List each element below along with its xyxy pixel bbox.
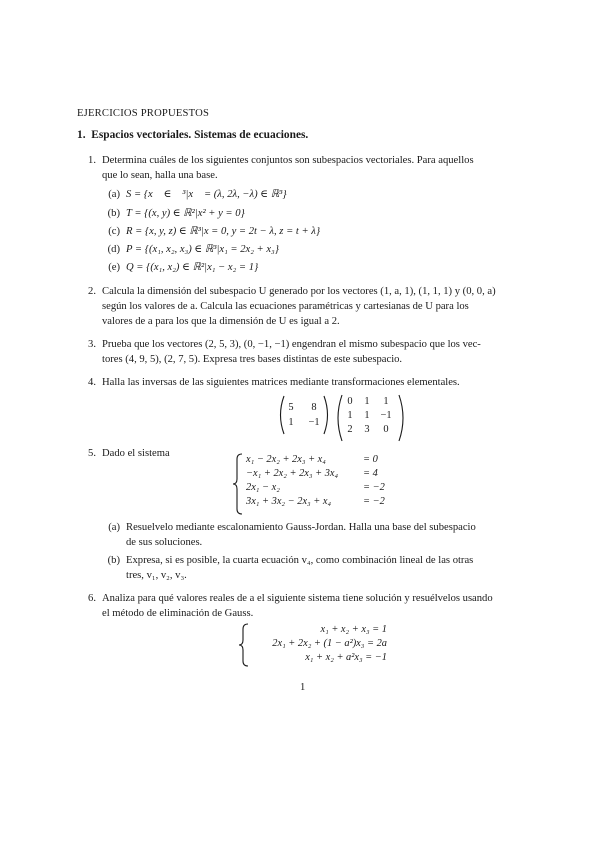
exercise-5-intro: Dado el sistema — [102, 448, 170, 459]
matrix-b-cell: 3 — [364, 424, 370, 435]
exercise-1-item-b: T = {(x, y) ∈ ℝ²|x² + y = 0} — [126, 208, 245, 219]
system-6-eq-2: 2x₁ + 2x₂ + (1 − a²)x₃ = 2a — [272, 638, 387, 649]
exercise-1-item-d: P = {(x₁, x₂, x₃) ∈ ℝ³|x₁ = 2x₂ + x₃} — [126, 244, 279, 255]
section-title — [77, 129, 308, 141]
exercise-6-line-2: el método de eliminación de Gauss. — [102, 608, 254, 619]
exercise-1-line-2: que lo sean, halla una base. — [102, 170, 218, 181]
exercise-1-line-1: Determina cuáles de los siguientes conjuntos son subespacios vectoriales. Para aquellos — [102, 155, 474, 166]
matrix-b-cell: 2 — [347, 424, 353, 435]
exercise-5a-line-1: Resuelvelo mediante escalonamiento Gauss-Jordan. Halla una base del subespacio — [126, 522, 476, 533]
system-5-brace — [232, 453, 244, 515]
system-5-eq-2-rhs: = 4 — [363, 468, 378, 479]
matrix-b-right-paren — [397, 394, 407, 442]
exercise-1-item-e: Q = {(x₁, x₂) ∈ ℝ²|x₁ − x₂ = 1} — [126, 262, 259, 273]
exercise-1-item-e-label: (e) — [108, 262, 120, 273]
exercise-5a-label: (a) — [108, 522, 120, 533]
section-number: 1. — [77, 129, 86, 141]
system-6-eq-1: x₁ + x₂ + x₃ = 1 — [320, 624, 387, 635]
matrix-b-cell: 1 — [364, 396, 370, 407]
exercise-1-item-c: R = {x, y, z) ∈ ℝ³|x = 0, y = 2t − λ, z = t + λ} — [126, 226, 321, 237]
exercise-1-item-c-label: (c) — [108, 226, 120, 237]
exercise-2-number: 2. — [88, 286, 96, 297]
section-title-text: Espacios vectoriales. Sistemas de ecuaciones. — [91, 129, 309, 141]
exercise-3-line-1: Prueba que los vectores (2, 5, 3), (0, −1, −1) engendran el mismo subespacio que los vec- — [102, 339, 481, 350]
system-5-eq-1-rhs: = 0 — [363, 454, 378, 465]
exercise-4-line-1: Halla las inversas de las siguientes matrices mediante transformaciones elementales. — [102, 377, 460, 388]
exercise-1-item-a: S = {x⃗ ∈ ℝ³|x⃗ = (λ, 2λ, −λ) ∈ ℝ³} — [126, 189, 287, 200]
exercise-2-line-2: según los valores de a. Calcula las ecuaciones paramétricas y cartesianas de U para los — [102, 301, 469, 312]
exercise-2-line-1: Calcula la dimensión del subespacio U generado por los vectores (1, a, 1), (1, 1, 1) y (0, 0, a) — [102, 286, 496, 297]
system-5-eq-1-lhs: x₁ − 2x₂ + 2x₃ + x₄ — [246, 454, 326, 465]
exercise-1-item-d-label: (d) — [107, 244, 120, 255]
system-6-eq-3: x₁ + x₂ + a²x₃ = −1 — [305, 652, 387, 663]
matrix-b-cell: 0 — [383, 424, 389, 435]
matrix-a-cell: −1 — [308, 417, 320, 428]
page-heading: EJERCICIOS PROPUESTOS — [77, 108, 210, 119]
exercise-1-number: 1. — [88, 155, 96, 166]
matrix-a-cell: 1 — [288, 417, 294, 428]
matrix-a-cell: 8 — [311, 402, 317, 413]
system-6-brace — [238, 623, 250, 667]
exercise-6-number: 6. — [88, 593, 96, 604]
exercise-1-item-a-label: (a) — [108, 189, 120, 200]
matrix-b-cell: 0 — [347, 396, 353, 407]
exercise-1-item-b-label: (b) — [107, 208, 120, 219]
matrix-b-cell: 1 — [347, 410, 353, 421]
matrix-a-left-paren — [276, 395, 286, 435]
matrix-b-cell: 1 — [364, 410, 370, 421]
matrix-a-right-paren — [322, 395, 332, 435]
matrix-a-cell: 5 — [288, 402, 294, 413]
exercise-6-line-1: Analiza para qué valores reales de a el siguiente sistema tiene solución y resuélvelos usando — [102, 593, 493, 604]
exercise-5b-line-1: Expresa, si es posible, la cuarta ecuación v₄, como combinación lineal de las otras — [126, 555, 474, 566]
system-5-eq-3-lhs: 2x₁ − x₂ — [246, 482, 280, 493]
system-5-eq-3-rhs: = −2 — [363, 482, 385, 493]
exercise-2-line-3: valores de a para los que la dimensión de U es igual a 2. — [102, 316, 340, 327]
matrix-b-cell: −1 — [380, 410, 392, 421]
page-number: 1 — [300, 682, 306, 693]
system-5-eq-2-lhs: −x₁ + 2x₂ + 2x₃ + 3x₄ — [246, 468, 339, 479]
exercise-5-number: 5. — [88, 448, 96, 459]
exercise-3-line-2: tores (4, 9, 5), (2, 7, 5). Expresa tres bases distintas de este subespacio. — [102, 354, 403, 365]
exercise-4-number: 4. — [88, 377, 96, 388]
system-5-eq-4-lhs: 3x₁ + 3x₂ − 2x₃ + x₄ — [246, 496, 332, 507]
exercise-3-number: 3. — [88, 339, 96, 350]
exercise-5b-label: (b) — [107, 555, 120, 566]
exercise-5b-line-2: tres, v₁, v₂, v₃. — [126, 570, 187, 581]
system-5-eq-4-rhs: = −2 — [363, 496, 385, 507]
matrix-b-cell: 1 — [383, 396, 389, 407]
exercise-5a-line-2: de sus soluciones. — [126, 537, 203, 548]
